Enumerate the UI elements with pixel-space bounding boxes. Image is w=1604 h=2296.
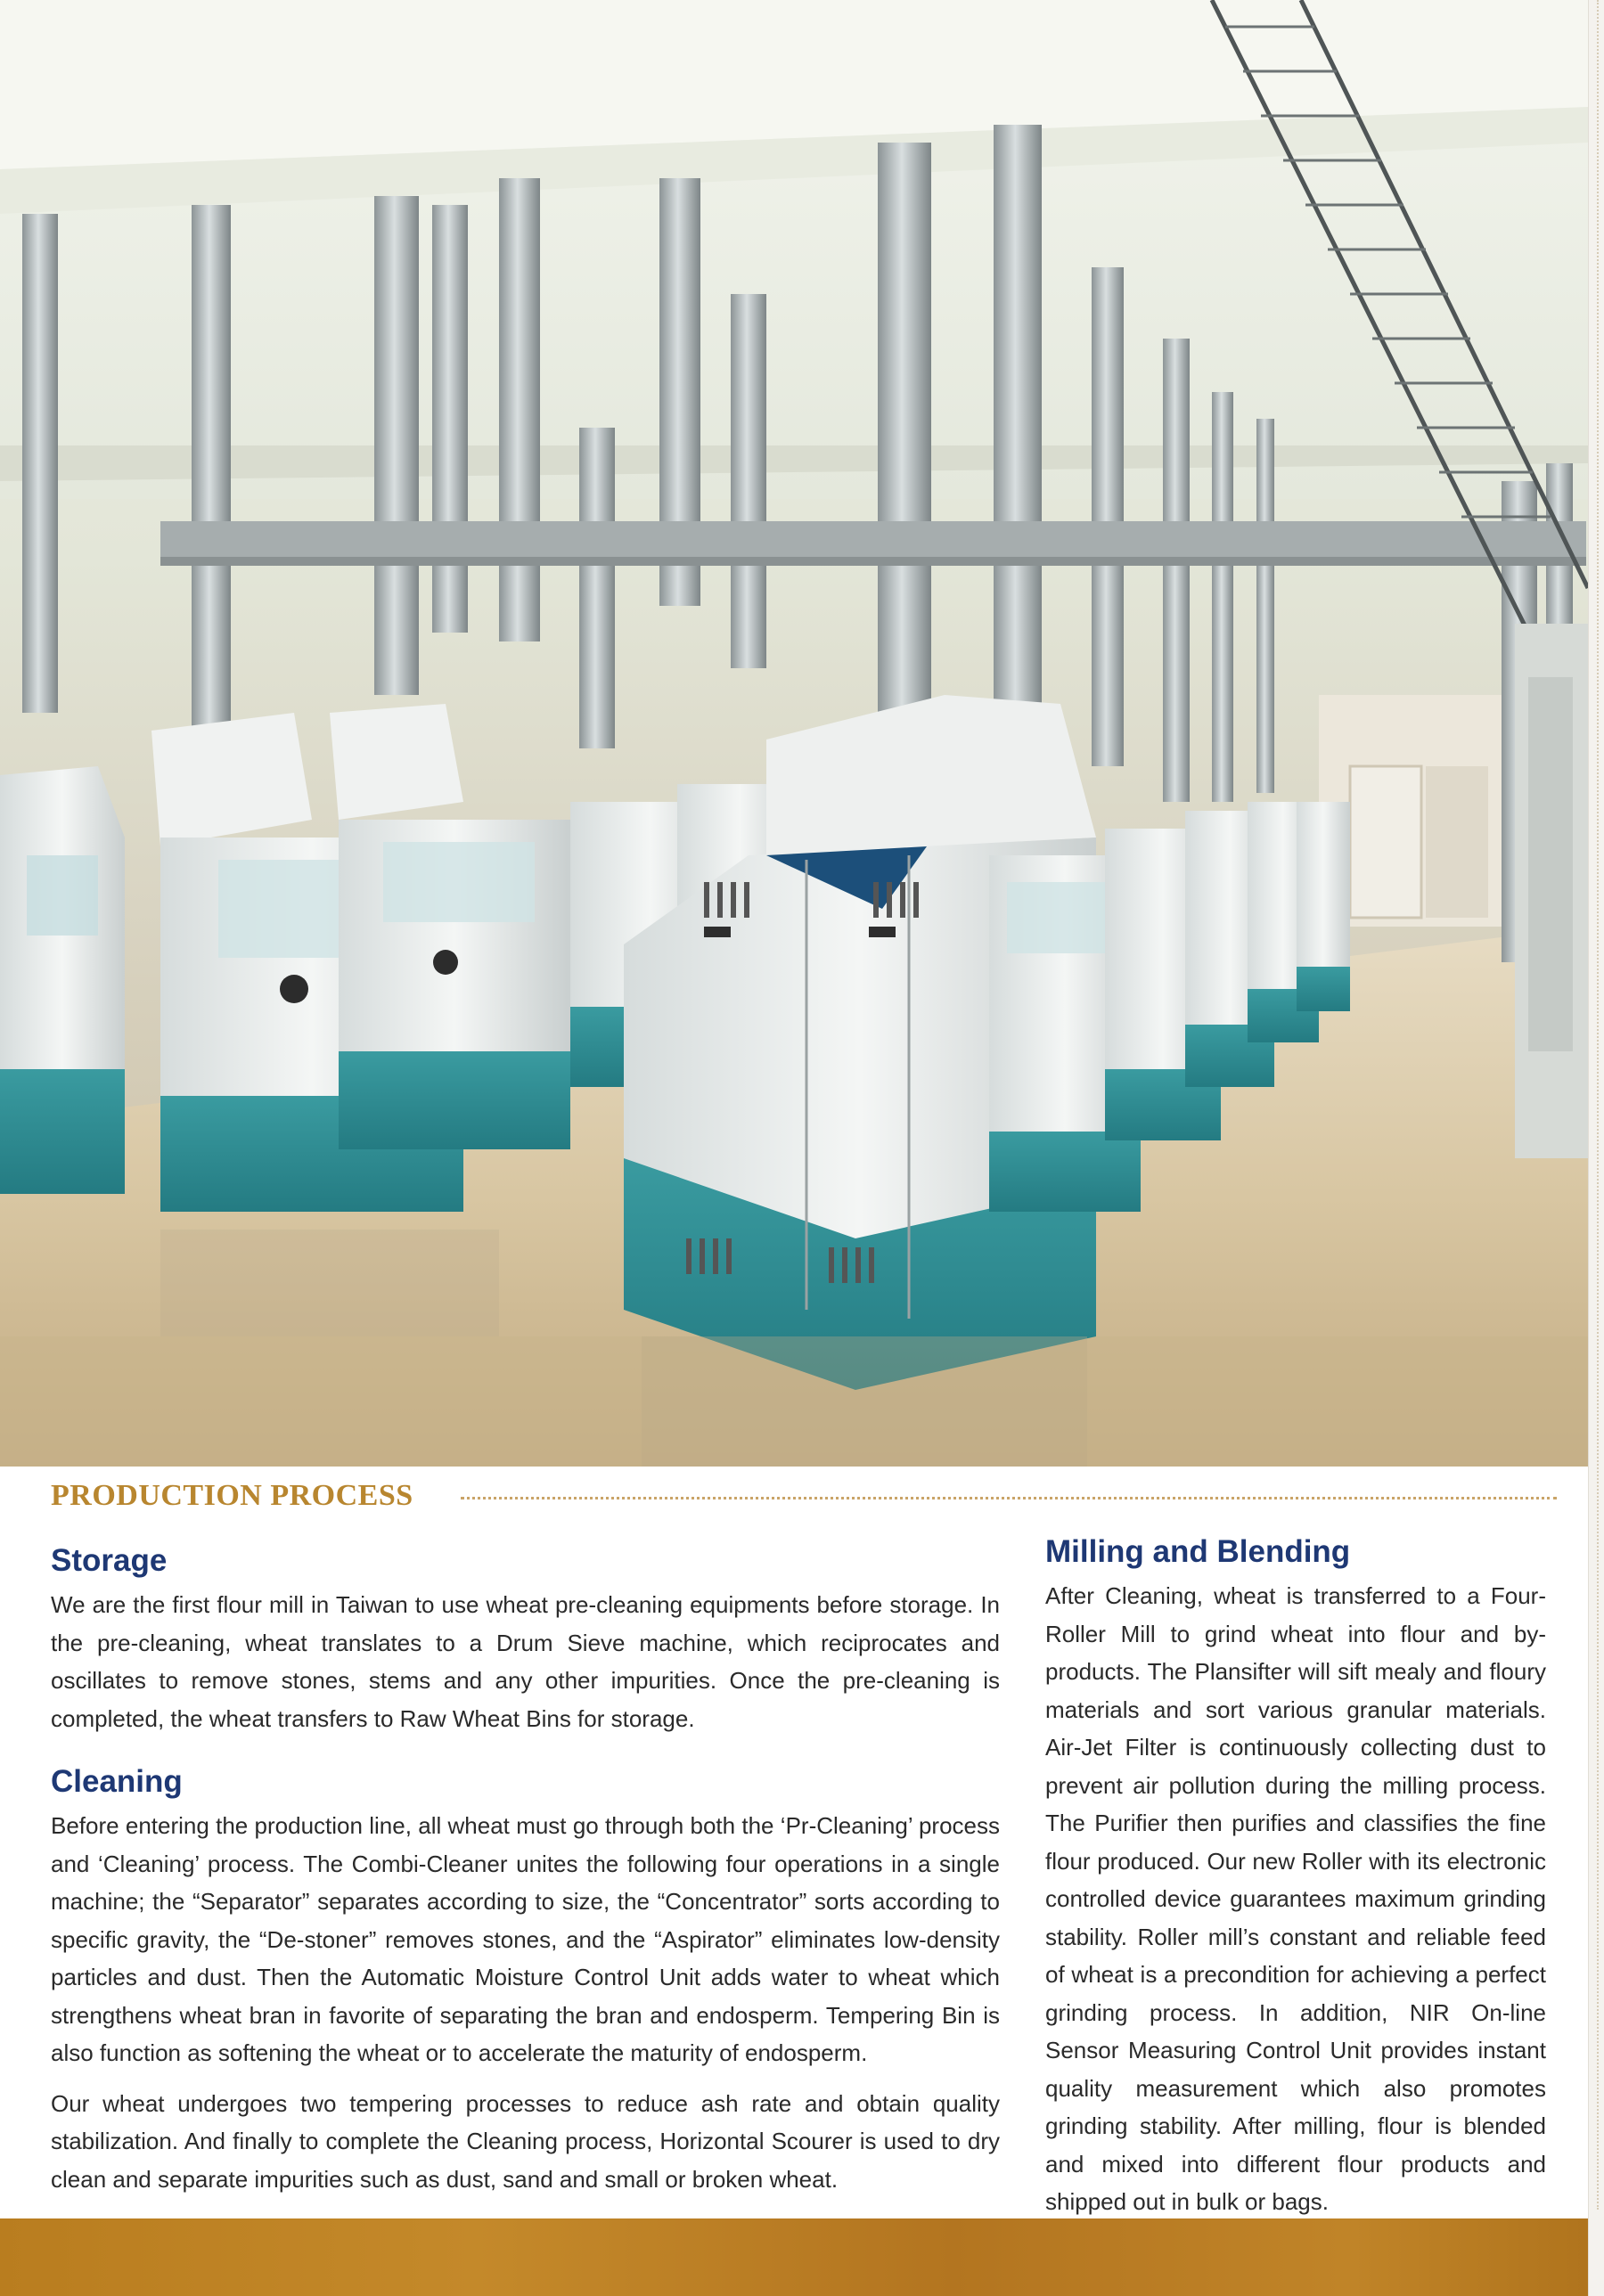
page-edge-strip	[1588, 0, 1604, 2296]
cleaning-paragraph-2: Our wheat undergoes two tempering processes to reduce ash rate and obtain quality stabilization. And finally to complete the Cleaning process, Horizontal Scourer is used to dry clean and separate impurities such as dust, sand and small or broken wheat.	[51, 2089, 1000, 2193]
right-column	[1045, 1532, 1546, 2221]
dotted-divider	[461, 1497, 1557, 1499]
edge-dotted-rule	[1597, 0, 1599, 2210]
storage-heading: Storage	[51, 1543, 168, 1578]
milling-heading: Milling and Blending	[1045, 1534, 1351, 1569]
cleaning-paragraph-1: Before entering the production line, all wheat must go through both the ‘Pr-Cleaning’ process and ‘Cleaning’ process. The Combi-Cleaner unites the following four operations in a single machine; the “Separator” separates according to size, the “Concentrator” sorts according to specific gravity, the “De-stoner” removes stones, and the “Aspirator” eliminates low-density particles and dust. Then the Automatic Moisture Control Unit adds water to wheat which strengthens wheat bran in favorite of separating the bran and endosperm. Tempering Bin is also function as softening the wheat or to accelerate the maturity of endosperm.	[51, 1812, 1000, 2066]
milling-paragraph: After Cleaning, wheat is transferred to a Four-Roller Mill to grind wheat into flour and by-products. The Plansifter will sift mealy and floury materials and sort various granular materials. Air-Jet Filter is continuously collecting dust to prevent air pollution during the milling process. The Purifier then purifies and classifies the fine flour produced. Our new Roller with its electronic controlled device guarantees maximum grinding stability. Roller mill’s constant and reliable feed of wheat is a precondition for achieving a perfect grinding process. In addition, NIR On-line Sensor Measuring Control Unit provides instant quality measurement which also promotes grinding stability. After milling, flour is blended and mixed into different flour products and shipped out in bulk or bags.	[1045, 1582, 1546, 2215]
footer-band	[0, 2218, 1588, 2296]
left-column	[51, 1541, 1000, 2198]
section-header	[51, 1479, 1557, 1518]
section-title: PRODUCTION PROCESS	[51, 1479, 413, 1512]
cleaning-heading: Cleaning	[51, 1764, 183, 1799]
storage-paragraph: We are the first flour mill in Taiwan to use wheat pre-cleaning equipments before storage. In the pre-cleaning, wheat translates to a Drum Sieve machine, which reciprocates and oscillates to remove stones, stems and any other impurities. Once the pre-cleaning is completed, the wheat transfers to Raw Wheat Bins for storage.	[51, 1591, 1000, 1732]
